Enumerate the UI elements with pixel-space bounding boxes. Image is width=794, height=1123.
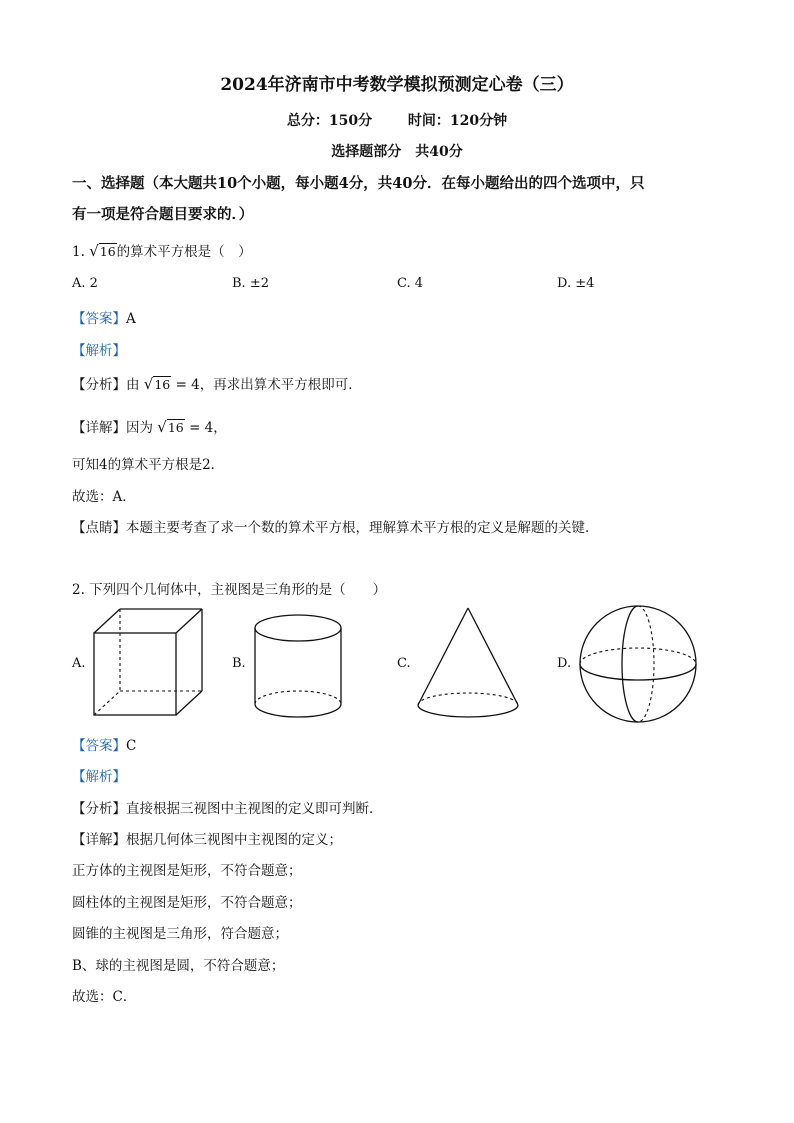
xiangjie-line — [72, 416, 227, 436]
section-instructions-line2: 有一项是符合题目要求的．） — [72, 206, 254, 223]
fenxi-line — [72, 373, 362, 393]
cylinder-figure — [248, 608, 348, 723]
fenxi-tag: 【分析】 — [72, 801, 126, 817]
answer-line-2 — [72, 734, 136, 754]
cube-figure — [88, 605, 208, 720]
total-score: 总分：150分 — [286, 113, 373, 129]
xiangjie-equation: = 4 — [189, 420, 214, 436]
sqrt-expression: √16 — [157, 418, 184, 436]
dianjing-tag: 【点睛】 — [72, 520, 126, 536]
figure-label-b: B. — [232, 656, 246, 671]
exam-meta — [0, 110, 794, 130]
question-1-stem-tail: 的算术平方根是（ ） — [116, 244, 252, 260]
answer-tag: 【答案】 — [72, 738, 126, 754]
radicand: 16 — [99, 244, 116, 259]
dianjing-line — [72, 516, 599, 536]
fenxi-line-2 — [72, 797, 383, 817]
option-a: A. 2 — [72, 276, 98, 291]
explanation-line: 可知4的算术平方根是2． — [72, 457, 225, 473]
detail-line-sphere: B、球的主视图是圆，不符合题意； — [72, 958, 285, 974]
radicand: 16 — [154, 377, 171, 392]
xiangjie-line-2 — [72, 828, 342, 848]
option-b: B. ±2 — [232, 276, 269, 291]
xiangjie-tag: 【详解】 — [72, 832, 126, 848]
choose-line: 故选：A． — [72, 489, 136, 505]
option-c: C. 4 — [397, 276, 424, 291]
radicand: 16 — [167, 420, 184, 435]
question-1-stem — [72, 240, 252, 260]
figure-label-a: A. — [72, 656, 86, 671]
analysis-tag-2: 【解析】 — [72, 769, 126, 785]
question-number: 1. — [72, 244, 85, 260]
sqrt-expression: √16 — [89, 242, 116, 260]
choose-line-2: 故选：C． — [72, 989, 137, 1005]
option-d: D. ±4 — [557, 276, 595, 291]
sphere-figure — [575, 601, 701, 727]
figure-label-c: C. — [397, 656, 411, 671]
cone-figure — [412, 604, 527, 724]
answer-value: A — [126, 311, 136, 327]
section-instructions-line1: 一、选择题（本大题共10个小题，每小题4分，共40分．在每小题给出的四个选项中，只 — [72, 175, 645, 192]
dianjing-text: 本题主要考查了求一个数的算术平方根，理解算术平方根的定义是解题的关键． — [126, 520, 599, 536]
fenxi-tag: 【分析】 — [72, 377, 126, 393]
detail-line-cone: 圆锥的主视图是三角形，符合题意； — [72, 926, 288, 942]
figure-label-d: D. — [557, 656, 572, 671]
analysis-tag: 【解析】 — [72, 343, 126, 359]
answer-line — [72, 307, 136, 327]
xiangjie-text: 根据几何体三视图中主视图的定义； — [126, 832, 342, 848]
xiangjie-post: ， — [213, 420, 227, 436]
fenxi-post: ，再求出算术平方根即可． — [199, 377, 362, 393]
fenxi-text: 直接根据三视图中主视图的定义即可判断． — [126, 801, 383, 817]
xiangjie-pre: 因为 — [126, 420, 153, 436]
sqrt-expression: √16 — [143, 375, 171, 393]
question-2-stem: 2. 下列四个几何体中，主视图是三角形的是（ ） — [72, 582, 387, 598]
part-heading: 选择题部分 共40分 — [331, 144, 463, 160]
exam-time: 时间：120分钟 — [407, 113, 508, 129]
xiangjie-tag: 【详解】 — [72, 420, 126, 436]
answer-value: C — [126, 738, 137, 754]
page-title: 2024年济南市中考数学模拟预测定心卷（三） — [220, 75, 574, 95]
detail-line-cube: 正方体的主视图是矩形，不符合题意； — [72, 863, 302, 879]
fenxi-pre: 由 — [126, 377, 140, 393]
fenxi-equation: = 4 — [175, 377, 200, 393]
answer-tag: 【答案】 — [72, 311, 126, 327]
detail-line-cylinder: 圆柱体的主视图是矩形，不符合题意； — [72, 895, 302, 911]
